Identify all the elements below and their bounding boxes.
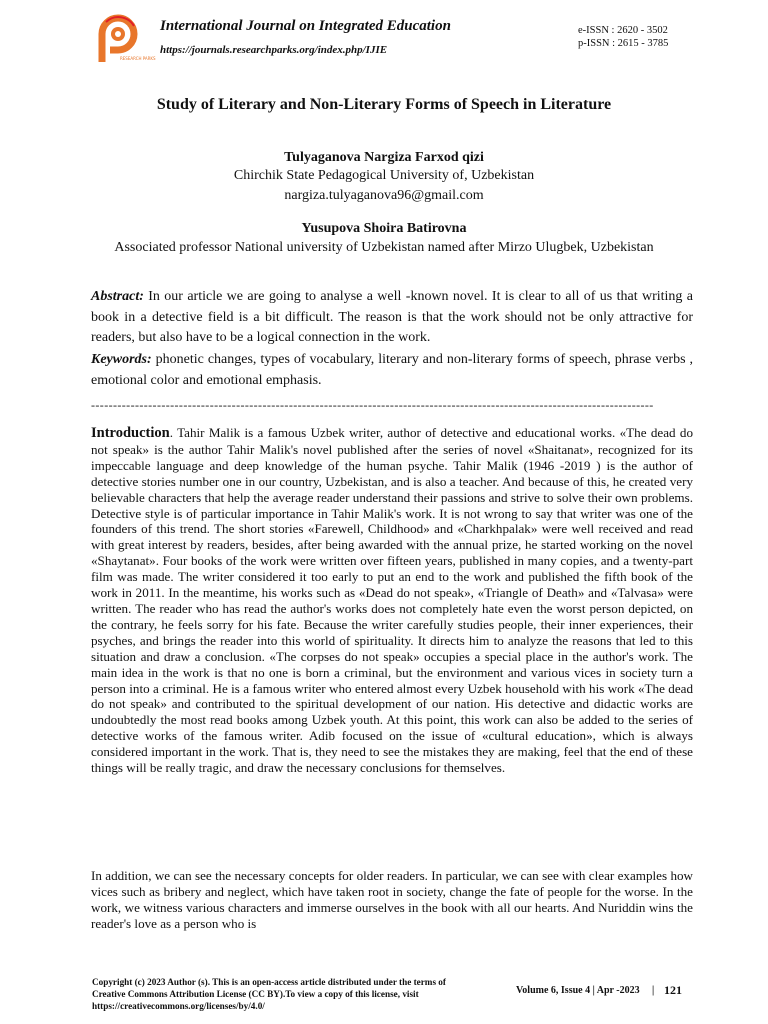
author-1-affiliation: Chirchik State Pedagogical University of, Uzbekistan: [233, 168, 535, 183]
keywords-label: Keywords:: [91, 352, 152, 367]
paper-title: Study of Literary and Non-Literary Forms of Speech in Literature: [156, 96, 612, 113]
abstract-text: In our article we are going to analyse a well -known novel. It is clear to all of us that writing a book in a detective field is a bit difficult. The reason is that the work should not be only attractive for readers, but also have to be a logical connection in the work.: [91, 289, 693, 345]
author-1-email[interactable]: nargiza.tulyaganova96@gmail.com: [284, 188, 484, 203]
journal-url[interactable]: https://journals.researchparks.org/index.php/IJIE: [160, 44, 388, 56]
page-number: 121: [664, 983, 682, 997]
volume-issue: Volume 6, Issue 4 | Apr -2023: [516, 985, 640, 996]
eissn: e-ISSN : 2620 - 3502: [578, 25, 668, 36]
author-1-name: Tulyaganova Nargiza Farxod qizi: [284, 150, 484, 165]
journal-title: International Journal on Integrated Education: [160, 18, 451, 34]
issn-block: [578, 24, 668, 50]
research-parks-logo-icon: [96, 14, 156, 66]
author-2-affiliation: Associated professor National university of Uzbekistan named after Mirzo Ulugbek, Uzbekistan: [114, 240, 654, 255]
keywords-text: phonetic changes, types of vocabulary, literary and non-literary forms of speech, phrase verbs , emotional color and emotional emphasis.: [91, 352, 693, 388]
introduction-paragraph: [91, 425, 693, 776]
footer-separator: |: [652, 985, 655, 996]
introduction-label: Introduction: [91, 425, 170, 441]
pissn: p-ISSN : 2615 - 3785: [578, 38, 669, 49]
abstract: [91, 287, 693, 349]
section-divider: --------------------------------------------------------------------------------------------------------------------------------: [91, 398, 654, 412]
author-2-name: Yusupova Shoira Batirovna: [301, 221, 467, 236]
abstract-label: Abstract:: [91, 289, 144, 304]
introduction-text: . Tahir Malik is a famous Uzbek writer, author of detective and educational works. «The dead do not speak» is the author Tahir Malik's novel published after the series of novel «Shaitanat», recognized for its impeccable language and deep knowledge of the human psyche. Tahir Malik (1946 -2019 ) is the author of detective stories number one in our country, Uzbekistan, and is also a teacher. And because of this, he created very believable characters that help the average reader understand their passions and strive to solve their own problems. Detective style is of particular importance in Tahir Malik's work. It is not wrong to say that writer was one of the founders of this trend. The short stories «Farewell, Childhood» and «Charkhpalak» were well received and read with great interest by readers, besides, after being awarded with the annual prize, he started working on the novel «Shaytanat». Four books of the work were written over fifteen years, published in many copies, and a twenty-part film was made. The writer considered it too early to put an end to the work and published the fifth book of the work in 2011. In the meantime, his works such as «Dead do not speak», «Triangle of Death» and «Talvasa» were written. The reader who has read the author's works does not completely hate even the worst person depicted, on the contrary, he feels sorry for his fate. Because the writer carefully studies people, their inner experiences, their psyches, and brings the reader into this world of spirituality. It directs him to analyze the reasons that led to this situation and draw a conclusion. «The corpses do not speak» occupies a special place in the author's work. The main idea in the work is that no one is born a criminal, but the environment and various vices in society turn a person into a criminal. He is a famous writer who entered almost every Uzbek household with his work «The dead do not speak» and contributed to the spiritual development of our nation. His detective and didactic works are undoubtedly the most read books among Uzbek youth. At this point, this work can also be added to the series of detective works of the famous writer. Adib focused on the issue of «cultural education», which is always considered important in the work. That is, they need to see the mistakes they are making, feel that the end of these things will be really tragic, and draw the necessary conclusions for themselves.: [91, 425, 693, 776]
copyright-notice: Copyright (c) 2023 Author (s). This is an open-access article distributed under the terms of Creative Commons Attribution License (CC BY).To view a copy of this license, visit https://creativecommons.org/licenses/by/4.0/: [92, 977, 446, 1011]
logo-text: RESEARCH PARKS: [120, 56, 156, 61]
journal-logo: [96, 14, 156, 66]
keywords: [91, 350, 693, 391]
body-paragraph-2: In addition, we can see the necessary concepts for older readers. In particular, we can see with clear examples how vices such as bribery and neglect, which have taken root in society, change the fate of people for the worse. In the work, we witness various characters and immerse ourselves in the book with all our hearts. And Nuriddin wins the reader's love as a person who is: [91, 868, 693, 931]
